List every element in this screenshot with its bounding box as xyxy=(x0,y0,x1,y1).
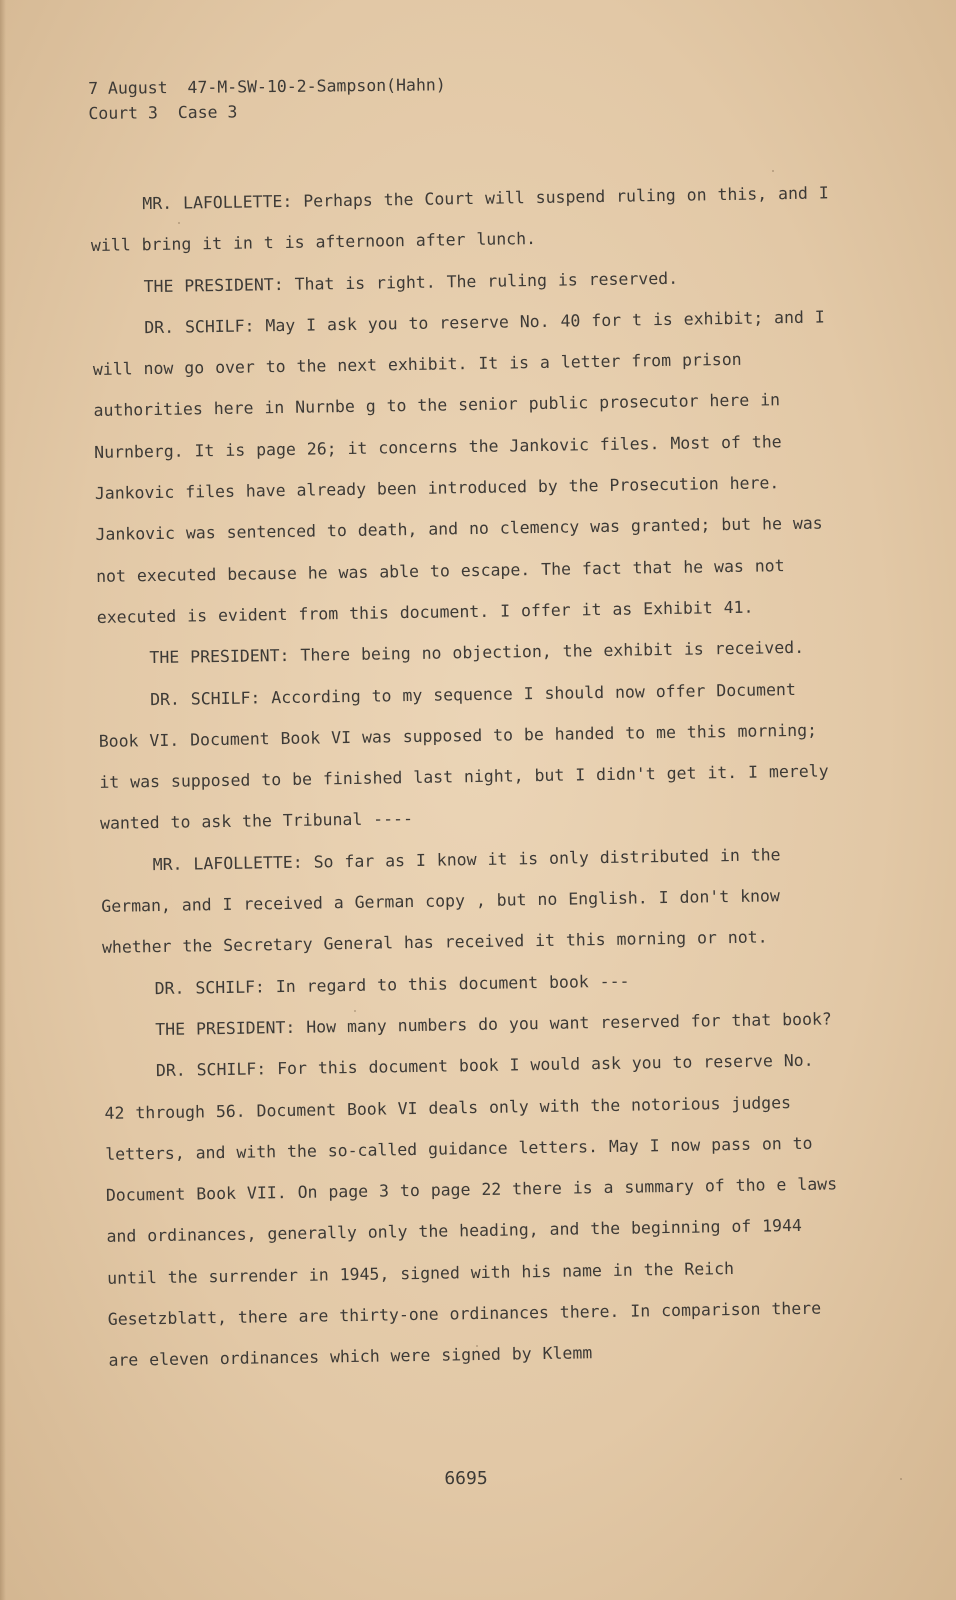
speaker-label: MR. LAFOLLETTE: xyxy=(152,852,303,874)
transcript-paragraph xyxy=(104,1040,849,1382)
header-court-case: Court 3 Case 3 xyxy=(88,102,238,123)
transcript-paragraph xyxy=(100,833,842,968)
paper-speck xyxy=(772,170,774,172)
transcript-body xyxy=(90,172,849,1381)
paper-speck xyxy=(178,222,180,224)
speaker-label: THE PRESIDENT: xyxy=(155,1017,296,1040)
document-header xyxy=(88,72,446,126)
page-edge-shadow xyxy=(0,0,6,1600)
speaker-label: MR. LAFOLLETTE: xyxy=(142,191,293,214)
page-number: 6695 xyxy=(444,1468,488,1489)
paragraph-text: In regard to this document book --- xyxy=(264,971,630,996)
speaker-label: DR. SCHILF: xyxy=(144,316,255,338)
transcript-paragraph xyxy=(98,668,841,845)
paragraph-text: For this document book I would ask you to reserve No. 42 through 56. Document Book VI deals only with the notorious judges letters, and with the so-called guidance letters. May I now pass on to Document Book VII. On page 3 to page 22 there is a summary of tho e laws and ordinances, generally only the heading, and the beginning of 1944 until the surrender in 1945, signed with his name in the Reich Gesetzblatt, there are thirty-one ordinances there. In comparison there are eleven ordinances which were signed by Klemm xyxy=(104,1050,838,1371)
paragraph-text: How many numbers do you want reserved for that book? xyxy=(295,1009,832,1037)
paragraph-text: According to my sequence I should now offer Document Book VI. Document Book VI was supposed to be handed to me this morning; it was supposed to be finished last night, but I didn't get it. I merely wanted to ask the Tribunal ---- xyxy=(98,679,829,834)
paper-speck xyxy=(354,1010,356,1012)
paragraph-text: That is right. The ruling is reserved. xyxy=(283,268,679,294)
paper-speck xyxy=(476,1345,478,1347)
speaker-label: DR. SCHILF: xyxy=(155,1059,267,1081)
paragraph-text: May I ask you to reserve No. 40 for t is exhibit; and I will now go over to the next exhibit. It is a letter from prison authorities here in Nurnbe g to the senior public prosecutor here in Nurnberg. It is page 26; it concerns the Jankovic files. Most of the Jankovic files have already been introduced by the Prosecution here. Jankovic was sentenced to death, and no clemency was granted; but he was not executed because he was able to escape. The fact that he was not executed is evident from this document. I offer it as Exhibit 41. xyxy=(92,307,825,627)
speaker-label: THE PRESIDENT: xyxy=(149,646,290,668)
speaker-label: THE PRESIDENT: xyxy=(143,274,284,296)
transcript-paragraph xyxy=(90,172,831,266)
speaker-label: DR. SCHILF: xyxy=(154,976,266,998)
paper-speck xyxy=(900,1478,902,1480)
transcript-paragraph xyxy=(92,296,837,638)
paragraph-text: There being no objection, the exhibit is received. xyxy=(289,638,805,666)
paragraph-text: Perhaps the Court will suspend ruling on this, and I will bring it in t is afternoon after lunch. xyxy=(90,183,829,256)
paragraph-text: So far as I know it is only distributed in the German, and I received a German copy , but no English. I don't know whether the Secretary General has received it this morning or not. xyxy=(101,844,781,958)
header-date-reference: 7 August 47-M-SW-10-2-Sampson(Hahn) xyxy=(88,75,446,98)
speaker-label: DR. SCHILF: xyxy=(149,687,261,709)
